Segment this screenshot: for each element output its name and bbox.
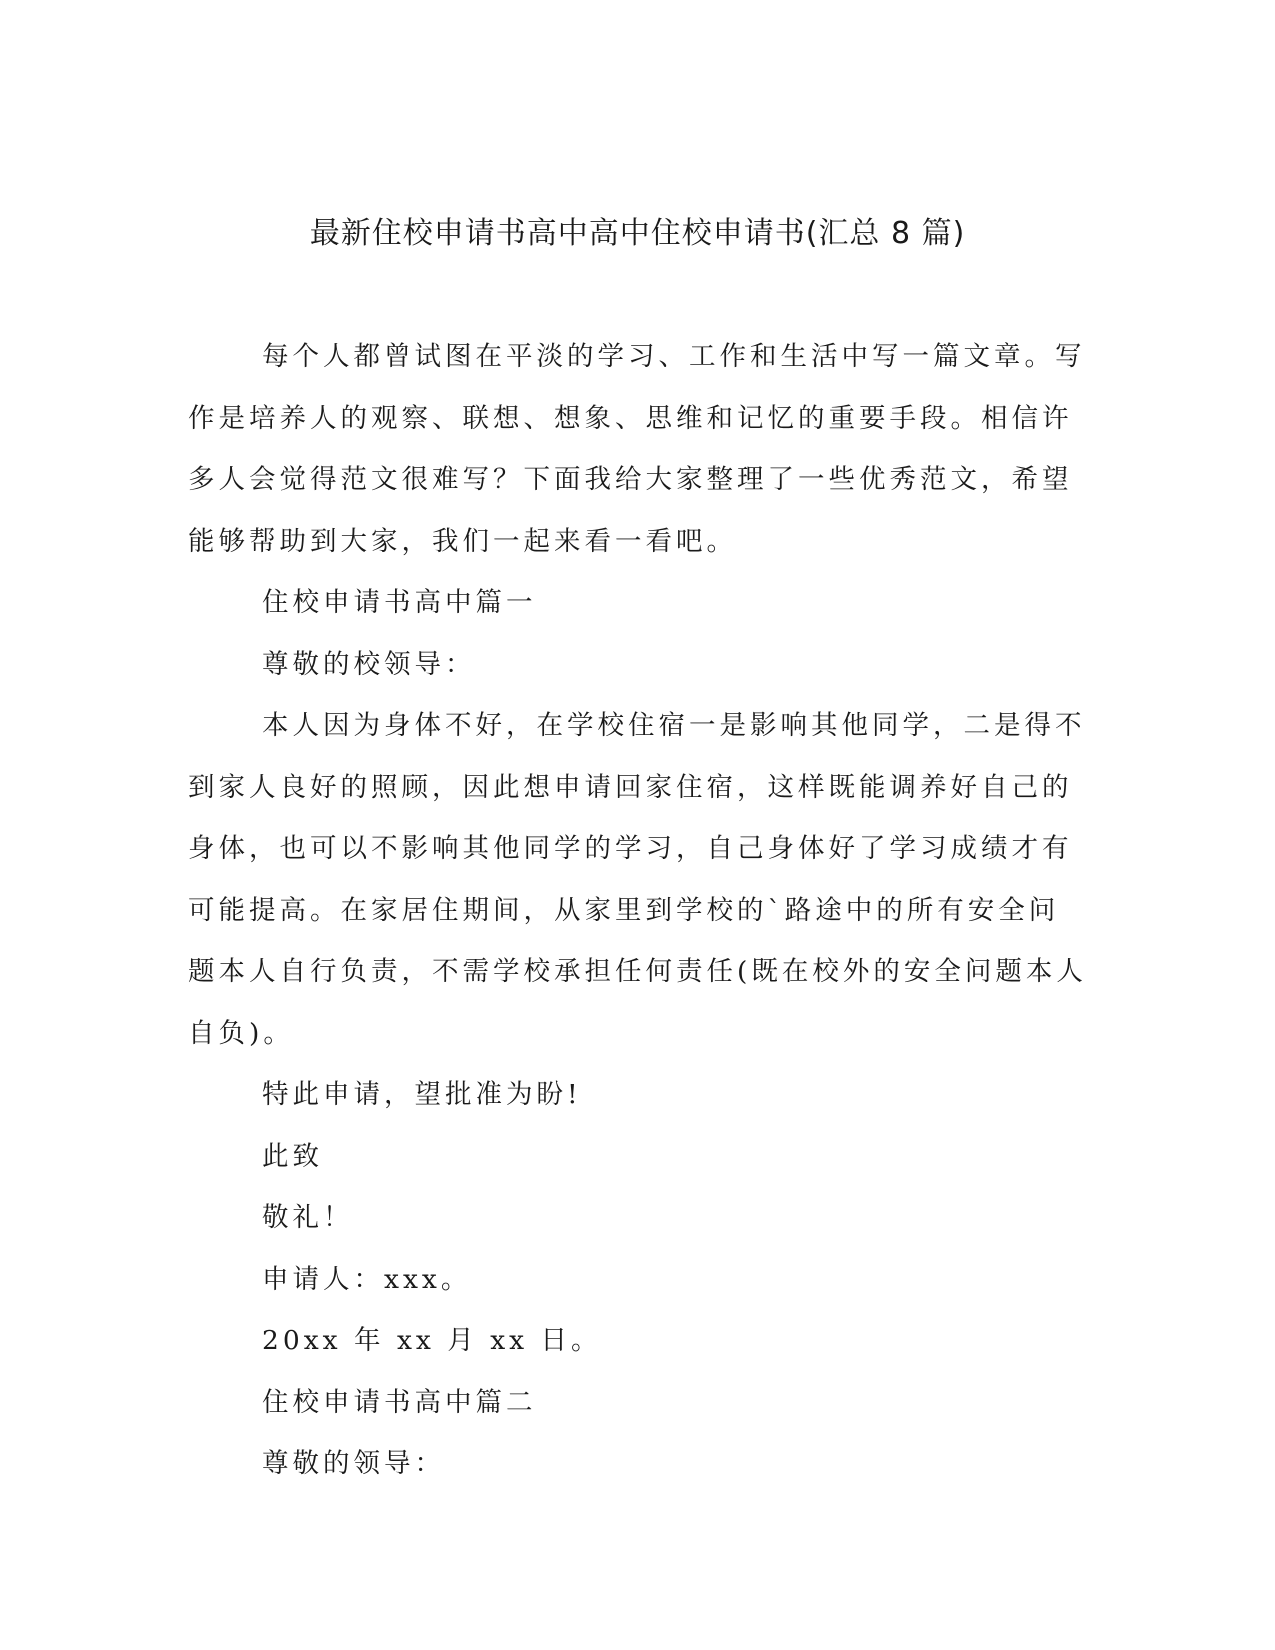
section-heading-2: 住校申请书高中篇二 <box>262 1386 537 1418</box>
date-line: 20xx 年 xx 月 xx 日。 <box>262 1325 602 1356</box>
section-heading-1: 住校申请书高中篇一 <box>262 587 537 618</box>
salutation-2: 尊敬的领导： <box>262 1448 445 1479</box>
document-title: 最新住校申请书高中高中住校申请书(汇总 8 篇) <box>309 216 966 251</box>
letter-body-paragraph: 本人因为身体不好，在学校住宿一是影响其他同学，二是得不到家人良好的照顾，因此想申请回家住宿，这样既能调养好自己的身体，也可以不影响其他同学的学习，自己身体好了学习成绩才有可能提高。在家居住期间，从家里到学校的`路途中的所有安全问题本人自行负责，不需学校承担任何责任(既在校外的安全问题本人自负)。 <box>188 710 1087 1049</box>
closing-line-2: 敬礼！ <box>262 1202 354 1233</box>
salutation-1: 尊敬的校领导： <box>262 648 476 680</box>
applicant-line: 申请人：xxx。 <box>262 1263 472 1295</box>
document-body <box>188 326 1088 1495</box>
request-line: 特此申请，望批准为盼! <box>262 1079 582 1110</box>
intro-paragraph: 每个人都曾试图在平淡的学习、工作和生活中写一篇文章。写作是培养人的观察、联想、想象、思维和记忆的重要手段。相信许多人会觉得范文很难写？下面我给大家整理了一些优秀范文，希望能够帮助到大家，我们一起来看一看吧。 <box>188 341 1086 557</box>
closing-line-1: 此致 <box>262 1140 323 1172</box>
